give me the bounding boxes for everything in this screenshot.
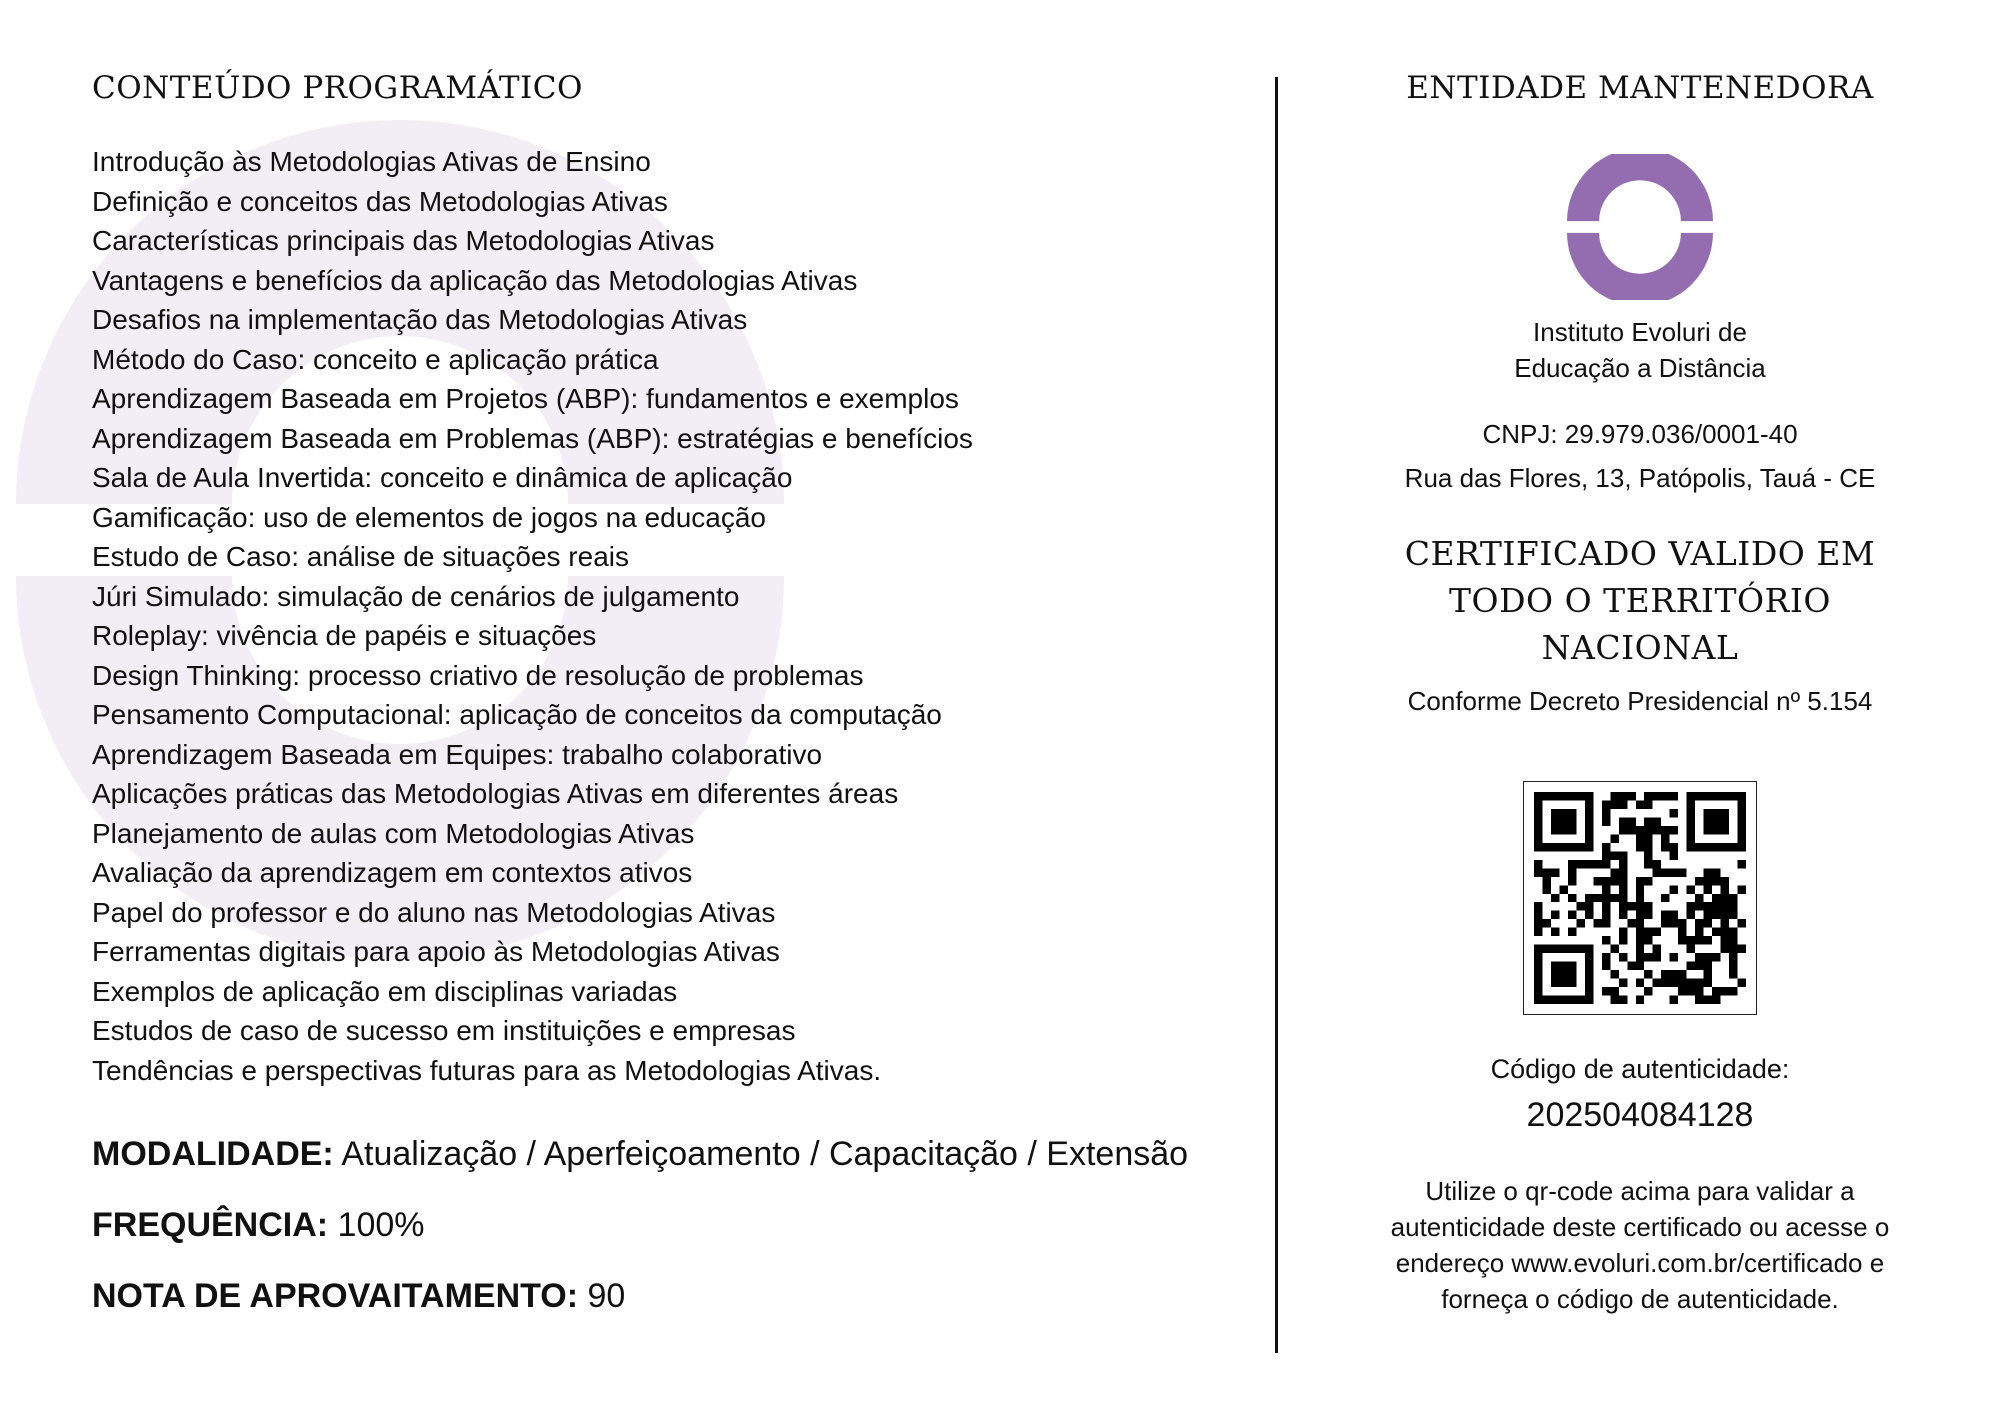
nota-row xyxy=(92,1276,1242,1316)
topic-item: Exemplos de aplicação em disciplinas variadas xyxy=(92,975,678,1007)
auth-code: 202504084128 xyxy=(1526,1096,1754,1134)
nota-label: NOTA DE APROVAITAMENTO: xyxy=(92,1277,579,1315)
modalidade-label: MODALIDADE: xyxy=(92,1135,334,1173)
topic-item: Júri Simulado: simulação de cenários de julgamento xyxy=(92,580,740,612)
topic-item: Método do Caso: conceito e aplicação prática xyxy=(92,343,659,375)
qr-code-icon xyxy=(1534,792,1746,1004)
modalidade-row xyxy=(92,1134,1242,1174)
validation-instructions: Utilize o qr-code acima para validar a autenticidade deste certificado ou acesse o endereço www.evoluri.com.br/certificado e forneça o código de autenticidade. xyxy=(1390,1176,1890,1314)
institution-logo-icon xyxy=(1567,154,1713,300)
modalidade-value: Atualização / Aperfeiçoamento / Capacitação / Extensão xyxy=(333,1135,1189,1173)
vertical-divider xyxy=(1275,77,1278,1353)
topic-item: Design Thinking: processo criativo de resolução de problemas xyxy=(92,659,864,691)
topic-item: Introdução às Metodologias Ativas de Ensino xyxy=(92,146,651,177)
institution-name-line2: Educação a Distância xyxy=(1514,353,1766,383)
decree-text: Conforme Decreto Presidencial nº 5.154 xyxy=(1407,686,1873,716)
topics-list xyxy=(92,142,1242,1090)
frequencia-label: FREQUÊNCIA: xyxy=(92,1206,329,1244)
topic-item: Avaliação da aprendizagem em contextos ativos xyxy=(92,857,693,888)
topic-item: Ferramentas digitais para apoio às Metodologias Ativas xyxy=(92,936,780,967)
topic-item: Aplicações práticas das Metodologias Ativas em diferentes áreas xyxy=(92,778,899,809)
topic-item: Tendências e perspectivas futuras para as Metodologias Ativas. xyxy=(92,1054,882,1086)
program-content-title: CONTEÚDO PROGRAMÁTICO xyxy=(92,70,583,106)
institution-title: ENTIDADE MANTENEDORA xyxy=(1406,70,1874,106)
topic-item: Estudos de caso de sucesso em instituições e empresas xyxy=(92,1015,796,1046)
topic-item: Planejamento de aulas com Metodologias Ativas xyxy=(92,817,695,849)
qr-code[interactable] xyxy=(1523,781,1757,1015)
frequencia-value: 100% xyxy=(328,1206,425,1244)
topic-item: Sala de Aula Invertida: conceito e dinâmica de aplicação xyxy=(92,462,793,493)
cnpj: CNPJ: 29.979.036/0001-40 xyxy=(1482,419,1798,449)
program-content-section xyxy=(92,70,1242,1347)
topic-item: Aprendizagem Baseada em Projetos (ABP): fundamentos e exemplos xyxy=(92,383,959,414)
topic-item: Características principais das Metodologias Ativas xyxy=(92,225,715,256)
topic-item: Papel do professor e do aluno nas Metodologias Ativas xyxy=(92,896,776,928)
institution-name-line1: Instituto Evoluri de xyxy=(1533,317,1747,347)
topic-item: Aprendizagem Baseada em Problemas (ABP): estratégias e benefícios xyxy=(92,422,973,454)
topic-item: Pensamento Computacional: aplicação de conceitos da computação xyxy=(92,699,942,730)
valid-territory-title: CERTIFICADO VALIDO EM TODO O TERRITÓRIO NACIONAL xyxy=(1404,534,1876,667)
nota-value: 90 xyxy=(578,1277,626,1315)
topic-item: Vantagens e benefícios da aplicação das Metodologias Ativas xyxy=(92,264,858,296)
topic-item: Estudo de Caso: análise de situações reais xyxy=(92,541,629,572)
institution-section xyxy=(1330,70,1950,1317)
topic-item: Definição e conceitos das Metodologias Ativas xyxy=(92,185,668,217)
topic-item: Gamificação: uso de elementos de jogos na educação xyxy=(92,501,766,533)
address: Rua das Flores, 13, Patópolis, Tauá - CE xyxy=(1404,463,1876,493)
topic-item: Roleplay: vivência de papéis e situações xyxy=(92,620,597,651)
frequencia-row xyxy=(92,1205,1242,1245)
auth-code-label: Código de autenticidade: xyxy=(1490,1054,1790,1084)
course-facts xyxy=(92,1134,1242,1316)
topic-item: Aprendizagem Baseada em Equipes: trabalho colaborativo xyxy=(92,738,823,770)
topic-item: Desafios na implementação das Metodologias Ativas xyxy=(92,304,748,335)
